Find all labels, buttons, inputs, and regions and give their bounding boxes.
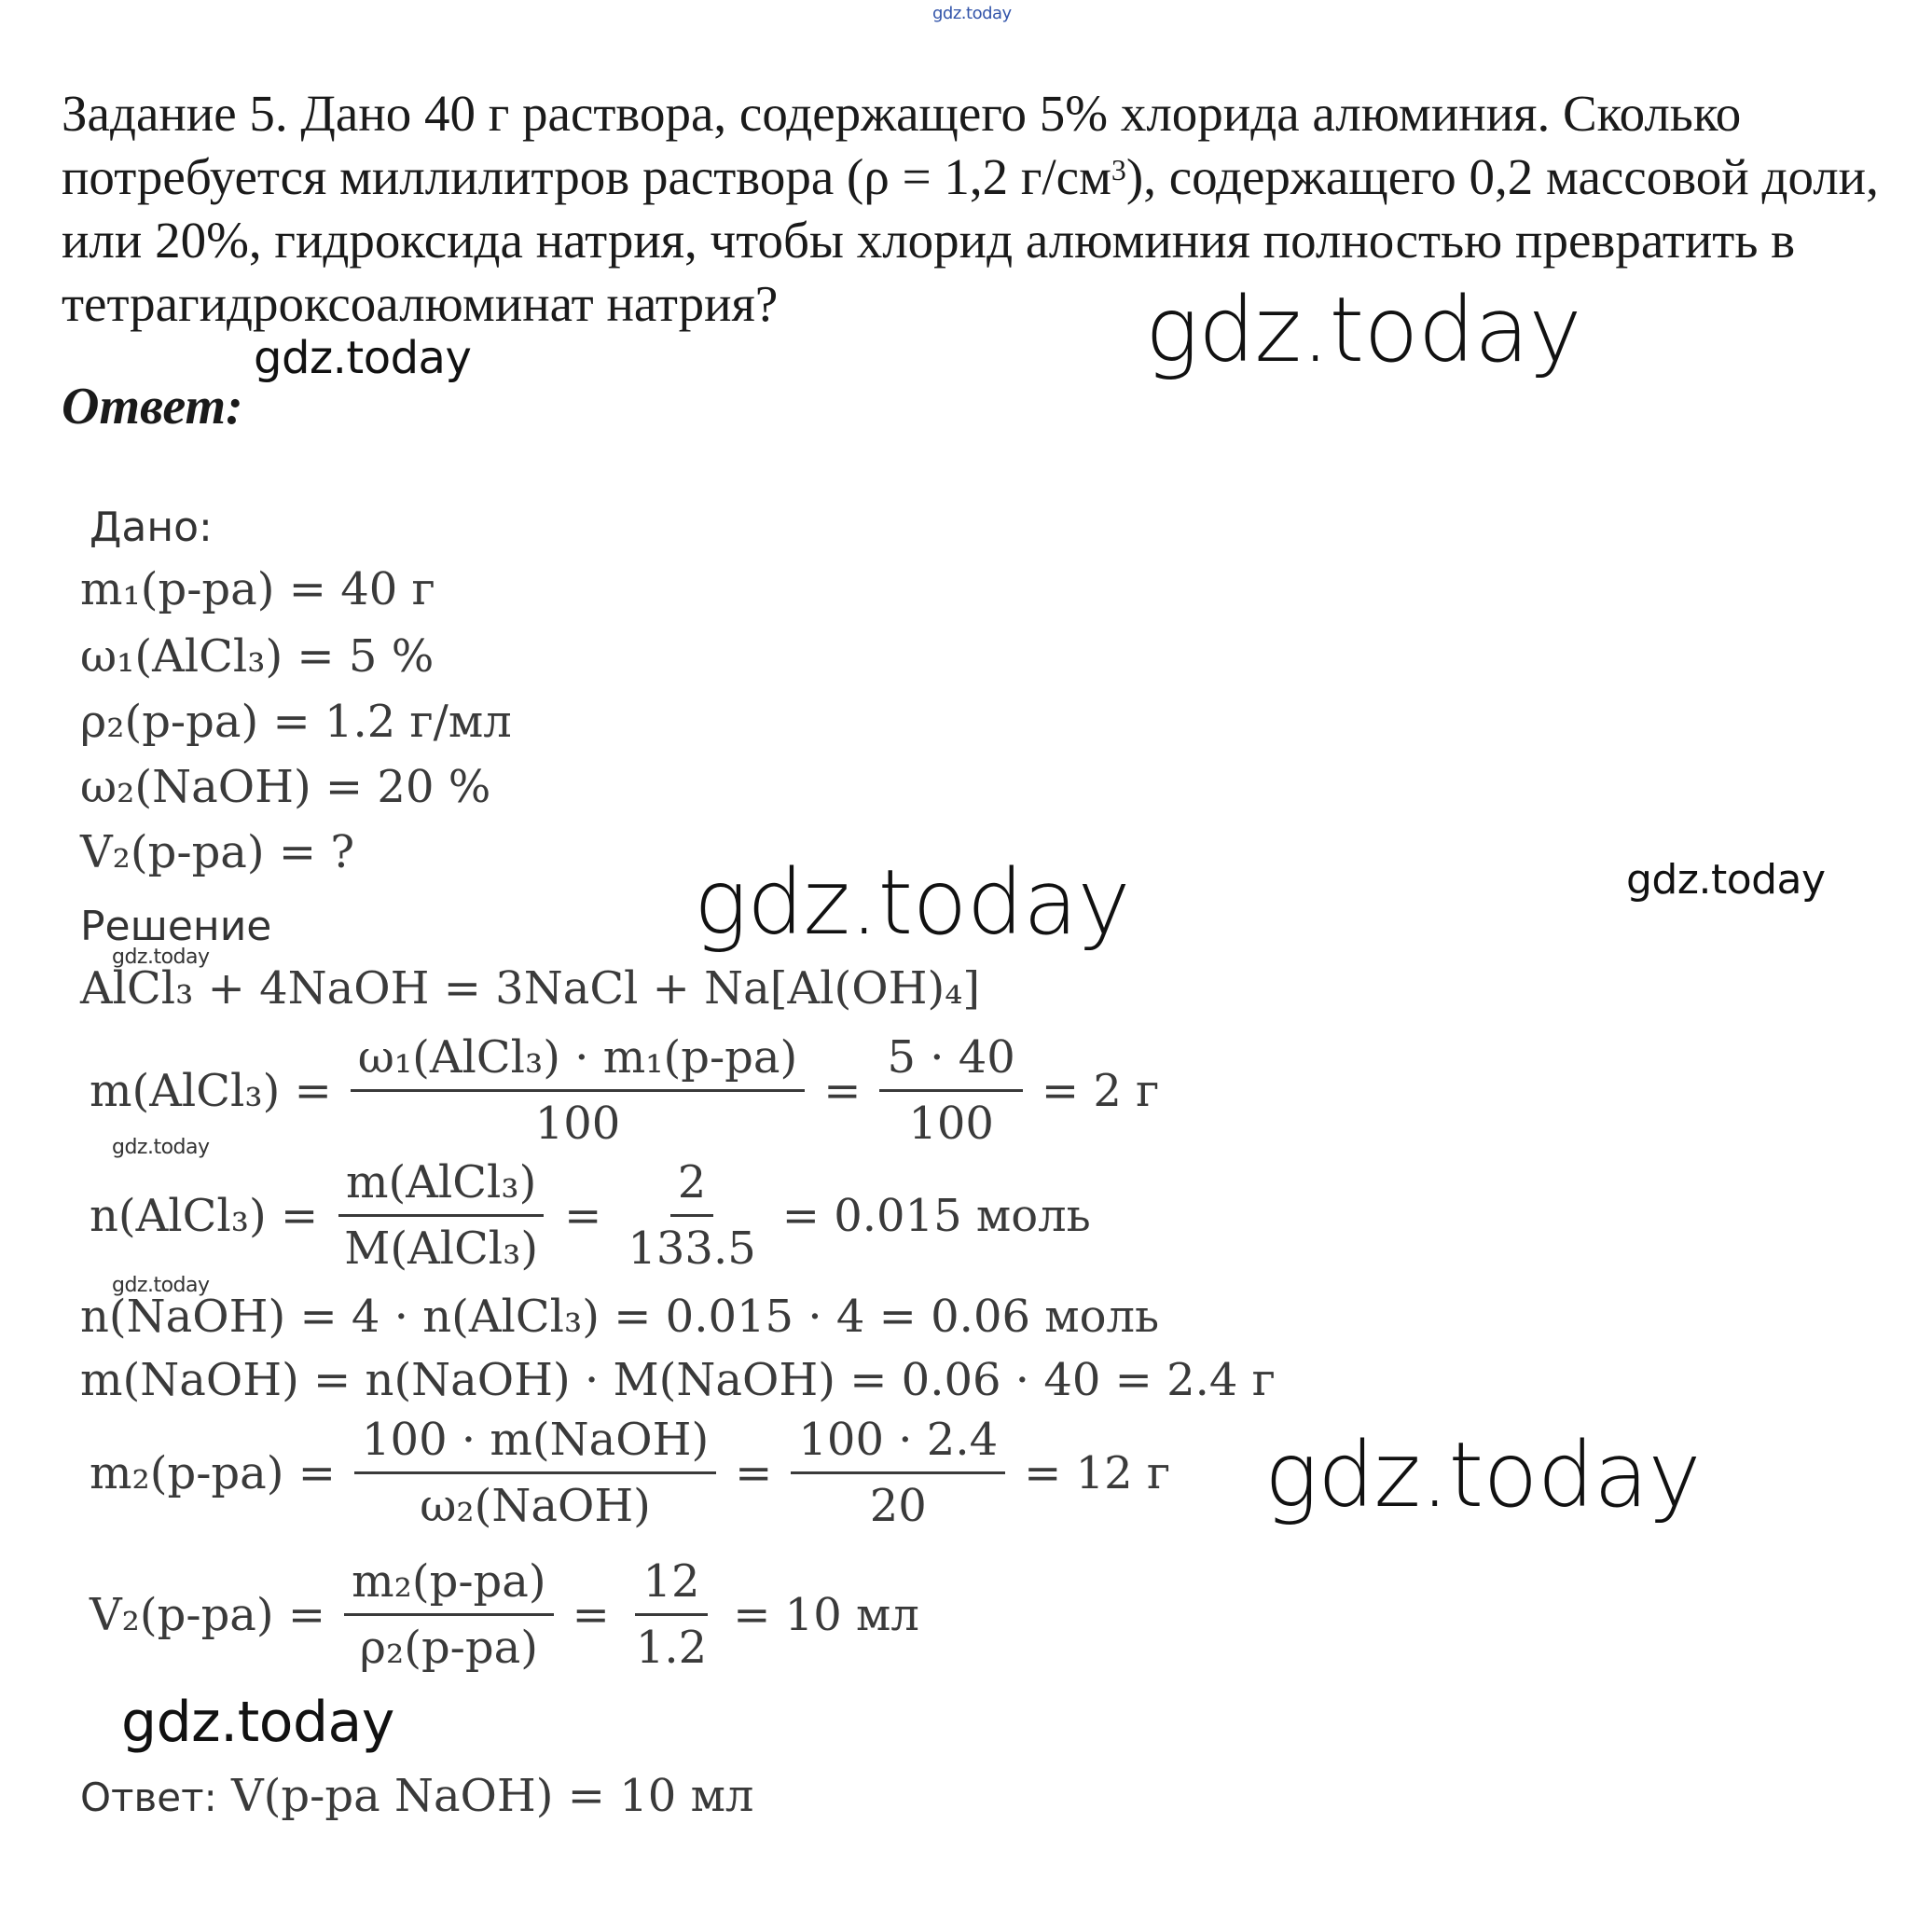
- eq3-f1-denominator: ω₂(NaOH): [420, 1480, 651, 1532]
- eq2-f1-numerator: m(AlCl₃): [338, 1156, 544, 1217]
- problem-text-2: ), содержащего 0,2 массовой доли, или 20%, гидроксида натрия, чтобы хлорид алюминия полностью превратить в тетрагидроксоалюминат натрия?: [62, 148, 1879, 332]
- reaction-equation: AlCl₃ + 4NaOH = 3NaCl + Na[Al(OH)₄]: [80, 962, 981, 1015]
- eq3-f1-numerator: 100 · m(NaOH): [354, 1414, 716, 1474]
- eq1-fraction-1: [351, 1031, 805, 1150]
- eq1-f2-denominator: 100: [908, 1098, 994, 1150]
- problem-superscript: 3: [1111, 153, 1126, 186]
- watermark-medium-1: gdz.today: [254, 332, 472, 384]
- eq2-equals: =: [564, 1189, 602, 1242]
- eq4-lhs: V₂(р-ра) =: [90, 1588, 326, 1641]
- equation-mass-naoh: m(NaOH) = n(NaOH) · M(NaOH) = 0.06 · 40 = 2.4 г: [80, 1354, 1276, 1406]
- eq4-equals: =: [572, 1588, 610, 1641]
- eq3-fraction-2: [791, 1414, 1005, 1532]
- eq1-lhs: m(AlCl₃) =: [90, 1064, 332, 1117]
- eq2-fraction-2: [620, 1156, 763, 1275]
- eq3-result: = 12 г: [1024, 1446, 1171, 1499]
- equation-moles-alcl3: [80, 1156, 1100, 1275]
- final-answer-value: V(р-ра NaOH) = 10 мл: [231, 1770, 754, 1822]
- given-line-mass: m₁(р-ра) = 40 г: [80, 563, 435, 615]
- watermark-top: gdz.today: [932, 4, 1012, 23]
- eq1-result: = 2 г: [1041, 1064, 1160, 1117]
- given-line-fraction-naoh: ω₂(NaOH) = 20 %: [80, 761, 491, 813]
- eq2-f1-denominator: M(AlCl₃): [344, 1222, 539, 1275]
- given-label: Дано:: [90, 504, 213, 551]
- given-line-fraction-alcl3: ω₁(AlCl₃) = 5 %: [80, 630, 435, 683]
- eq1-f1-numerator: ω₁(AlCl₃) · m₁(р-ра): [351, 1031, 805, 1092]
- watermark-small-3: gdz.today: [112, 1274, 210, 1297]
- eq4-f2-numerator: 12: [635, 1555, 707, 1616]
- equation-moles-naoh: n(NaOH) = 4 · n(AlCl₃) = 0.015 · 4 = 0.06 моль: [80, 1291, 1160, 1343]
- watermark-medium-3: gdz.today: [121, 1690, 394, 1755]
- equation-mass-solution-2: [80, 1414, 1180, 1532]
- eq1-fraction-2: [879, 1031, 1022, 1150]
- watermark-small-1: gdz.today: [112, 946, 210, 969]
- eq1-equals: =: [823, 1064, 862, 1117]
- given-line-volume-unknown: V₂(р-ра) = ?: [80, 826, 355, 878]
- eq3-lhs: m₂(р-ра) =: [90, 1446, 336, 1499]
- eq3-fraction-1: [354, 1414, 716, 1532]
- eq4-f1-numerator: m₂(р-ра): [344, 1555, 554, 1616]
- eq4-fraction-1: [344, 1555, 554, 1674]
- eq2-fraction-1: [337, 1156, 545, 1275]
- final-answer-label: Ответ:: [80, 1775, 217, 1820]
- watermark-large-1: gdz.today: [1145, 278, 1581, 382]
- eq3-f2-denominator: 20: [869, 1480, 927, 1532]
- answer-heading: Ответ:: [62, 378, 243, 435]
- eq2-f2-numerator: 2: [670, 1156, 714, 1217]
- eq4-fraction-2: [628, 1555, 714, 1674]
- eq4-result: = 10 мл: [733, 1588, 919, 1641]
- eq3-equals: =: [735, 1446, 773, 1499]
- equation-mass-alcl3: [80, 1031, 1168, 1150]
- watermark-small-2: gdz.today: [112, 1136, 210, 1159]
- watermark-medium-2: gdz.today: [1626, 856, 1826, 904]
- equation-volume-solution-2: [80, 1555, 929, 1674]
- final-answer: [80, 1768, 753, 1826]
- eq2-result: = 0.015 моль: [781, 1189, 1091, 1242]
- eq2-f2-denominator: 133.5: [628, 1222, 756, 1275]
- eq2-lhs: n(AlCl₃) =: [90, 1189, 319, 1242]
- problem-text-1: Задание 5. Дано 40 г раствора, содержащего 5% хлорида алюминия. Сколько потребуется миллилитров раствора (ρ = 1,2 г/см: [62, 85, 1742, 205]
- watermark-large-2: gdz.today: [694, 850, 1130, 955]
- eq1-f1-denominator: 100: [534, 1098, 621, 1150]
- eq4-f2-denominator: 1.2: [635, 1622, 708, 1674]
- eq3-f2-numerator: 100 · 2.4: [791, 1414, 1005, 1474]
- given-line-density: ρ₂(р-ра) = 1.2 г/мл: [80, 696, 512, 748]
- problem-statement: [62, 82, 1889, 336]
- eq1-f2-numerator: 5 · 40: [879, 1031, 1022, 1092]
- watermark-large-3: gdz.today: [1264, 1423, 1701, 1527]
- eq4-f1-denominator: ρ₂(р-ра): [359, 1622, 538, 1674]
- solution-label: Решение: [80, 903, 272, 950]
